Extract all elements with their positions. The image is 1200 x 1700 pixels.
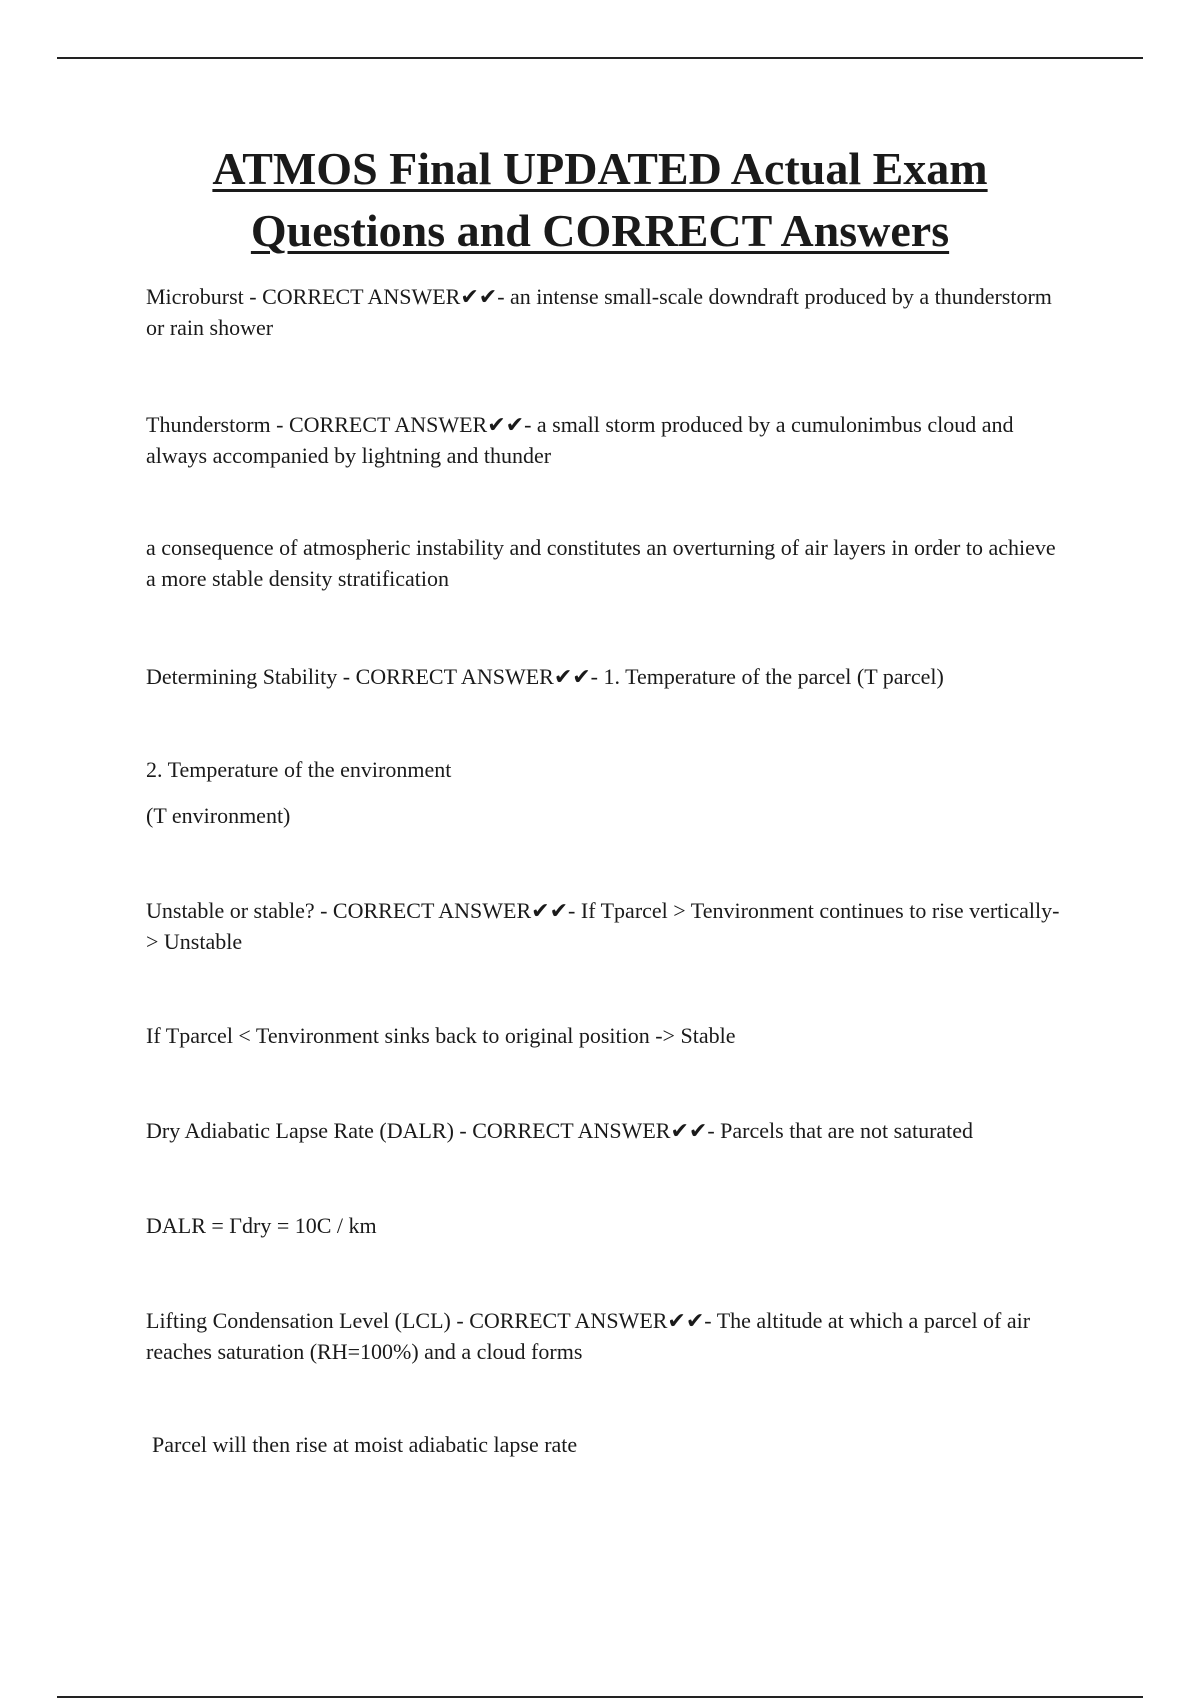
paragraph-lcl: Lifting Condensation Level (LCL) - CORRECT ANSWER✔✔- The altitude at which a parcel of air reaches saturation (RH=100%) and a cloud forms bbox=[146, 1308, 1031, 1364]
paragraph-microburst: Microburst - CORRECT ANSWER✔✔- an intense small-scale downdraft produced by a thunderstorm or rain shower bbox=[146, 284, 1052, 340]
paragraph-stable: If Tparcel < Tenvironment sinks back to original position -> Stable bbox=[146, 1023, 736, 1048]
paragraph-temperature-environment: 2. Temperature of the environment bbox=[146, 757, 452, 782]
paragraph-determining-stability: Determining Stability - CORRECT ANSWER✔✔- 1. Temperature of the parcel (T parcel) bbox=[146, 664, 944, 689]
paragraph-t-environment: (T environment) bbox=[146, 803, 291, 828]
paragraph-moist-adiabatic: Parcel will then rise at moist adiabatic lapse rate bbox=[152, 1432, 578, 1457]
paragraph-dalr: Dry Adiabatic Lapse Rate (DALR) - CORRECT ANSWER✔✔- Parcels that are not saturated bbox=[146, 1118, 974, 1143]
title-line-2: Questions and CORRECT Answers bbox=[250, 205, 950, 256]
bottom-rule bbox=[57, 1696, 1143, 1698]
title-line-1: ATMOS Final UPDATED Actual Exam bbox=[212, 143, 988, 194]
document-title bbox=[100, 138, 1100, 262]
paragraph-instability: a consequence of atmospheric instability and constitutes an overturning of air layers in order to achieve a more stable density stratification bbox=[146, 535, 1056, 591]
top-rule bbox=[57, 57, 1143, 59]
paragraph-dalr-formula: DALR = Γdry = 10C / km bbox=[146, 1213, 377, 1238]
paragraph-unstable-or-stable: Unstable or stable? - CORRECT ANSWER✔✔- If Tparcel > Tenvironment continues to rise vertically-> Unstable bbox=[146, 898, 1060, 954]
paragraph-thunderstorm: Thunderstorm - CORRECT ANSWER✔✔- a small storm produced by a cumulonimbus cloud and always accompanied by lightning and thunder bbox=[146, 412, 1014, 468]
